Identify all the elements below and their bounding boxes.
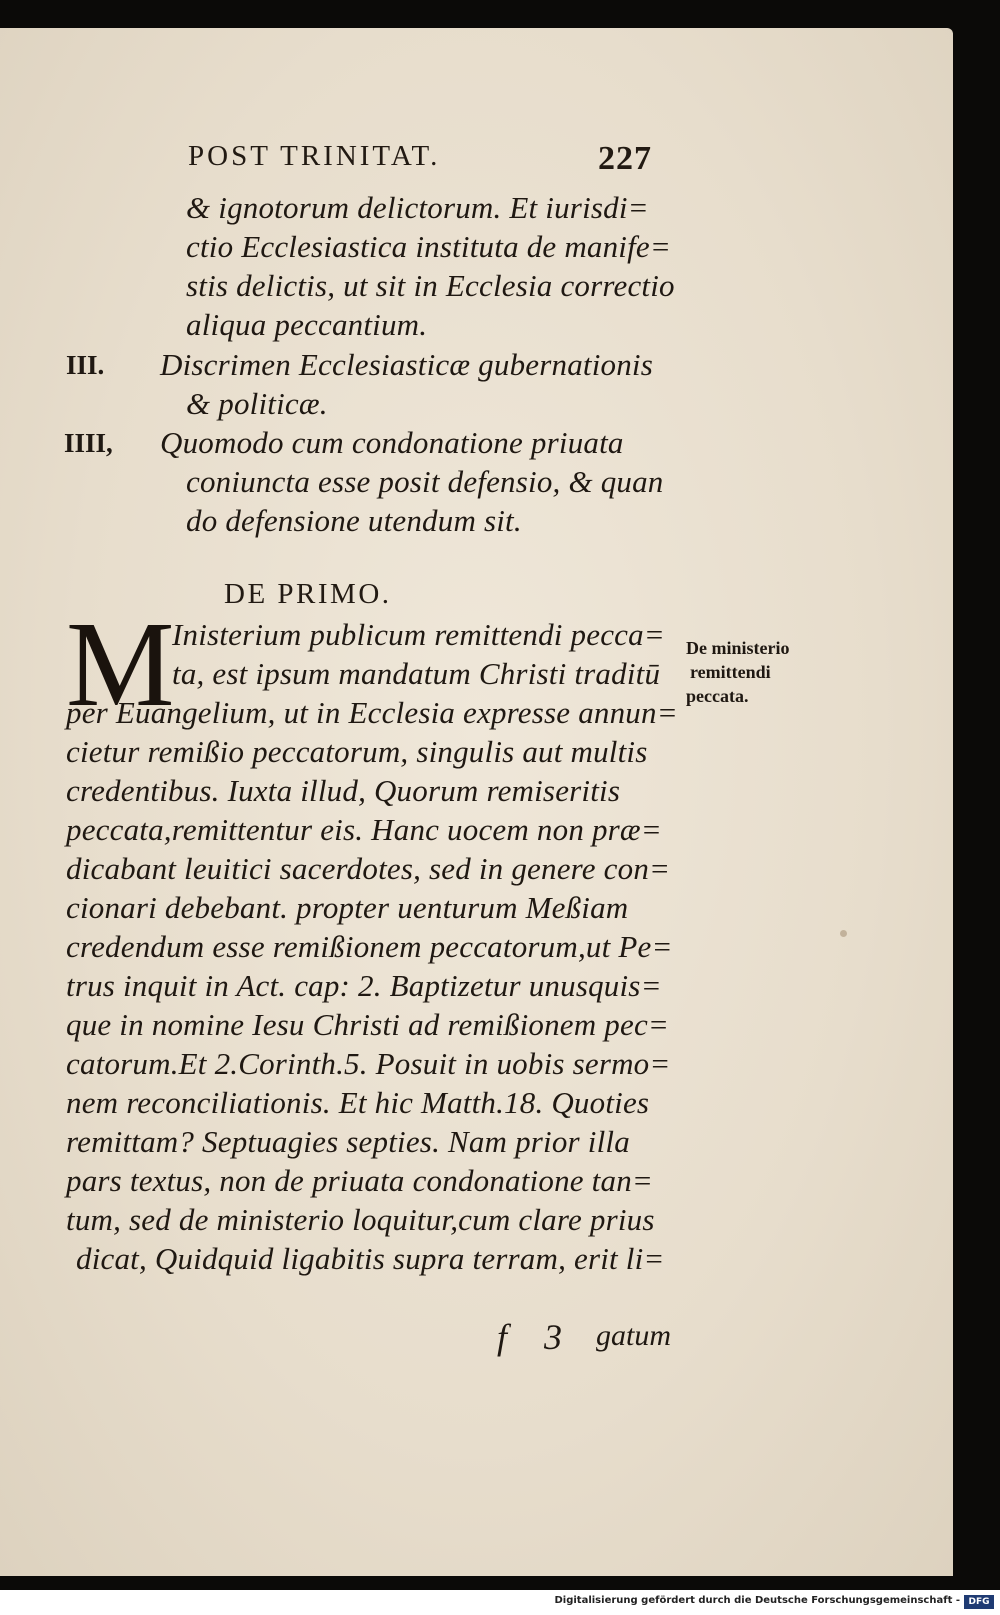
catchword: gatum (596, 1319, 671, 1352)
text-line: nem reconciliationis. Et hic Matth.18. Quoties (66, 1085, 650, 1120)
text-line: aliqua peccantium. (186, 307, 428, 342)
dfg-logo: DFG (964, 1595, 994, 1609)
text-line: dicabant leuitici sacerdotes, sed in genere con= (66, 851, 671, 886)
text-line: peccata,remittentur eis. Hanc uocem non præ= (66, 812, 662, 847)
text-line: Discrimen Ecclesiasticæ gubernationis (160, 347, 654, 382)
text-line: dicat, Quidquid ligabitis supra terram, erit li= (76, 1241, 665, 1276)
paper-stain (840, 930, 847, 937)
item-numeral: III. (66, 350, 105, 380)
text-line: cietur remißio peccatorum, singulis aut multis (66, 734, 648, 769)
marginal-note-line: De ministerio (686, 638, 790, 658)
text-line: ctio Ecclesiastica instituta de manife= (186, 229, 672, 264)
text-line: coniuncta esse posit defensio, & quan (186, 464, 664, 499)
text-line: Quomodo cum condonatione priuata (160, 425, 624, 460)
item-numeral: IIII, (64, 428, 113, 458)
footer-credit: Digitalisierung gefördert durch die Deutsche Forschungsgemeinschaft - (554, 1595, 960, 1606)
text-line: Inisterium publicum remittendi pecca= (172, 617, 665, 652)
text-line: cionari debebant. propter uenturum Meßiam (66, 890, 629, 925)
text-line: ta, est ipsum mandatum Christi traditū (172, 656, 661, 691)
marginal-note (686, 636, 789, 708)
section-heading: DE PRIMO. (224, 578, 392, 610)
text-line: do defensione utendum sit. (186, 503, 522, 538)
text-line: tum, sed de ministerio loquitur,cum clare prius (66, 1202, 655, 1237)
text-line: & politicæ. (186, 386, 328, 421)
running-head: POST TRINITAT. (188, 140, 441, 172)
text-line: catorum.Et 2.Corinth.5. Posuit in uobis sermo= (66, 1046, 671, 1081)
text-line: credendum esse remißionem peccatorum,ut Pe= (66, 929, 673, 964)
drop-cap-initial: M (66, 597, 175, 732)
text-line: stis delictis, ut sit in Ecclesia correctio (186, 268, 675, 303)
signature-mark: f 3 (497, 1317, 577, 1357)
marginal-note-line: peccata. (686, 686, 749, 706)
text-line: pars textus, non de priuata condonatione tan= (66, 1163, 654, 1198)
marginal-note-line: remittendi (690, 662, 771, 682)
text-line: credentibus. Iuxta illud, Quorum remiseritis (66, 773, 621, 808)
text-line: remittam? Septuagies septies. Nam prior illa (66, 1124, 630, 1159)
text-line: & ignotorum delictorum. Et iurisdi= (186, 190, 649, 225)
footer-bar (0, 1592, 1000, 1615)
text-line: per Euangelium, ut in Ecclesia expresse annun= (66, 695, 678, 730)
text-line: que in nomine Iesu Christi ad remißionem pec= (66, 1007, 670, 1042)
page-number: 227 (598, 140, 652, 177)
text-line: trus inquit in Act. cap: 2. Baptizetur unusquis= (66, 968, 662, 1003)
